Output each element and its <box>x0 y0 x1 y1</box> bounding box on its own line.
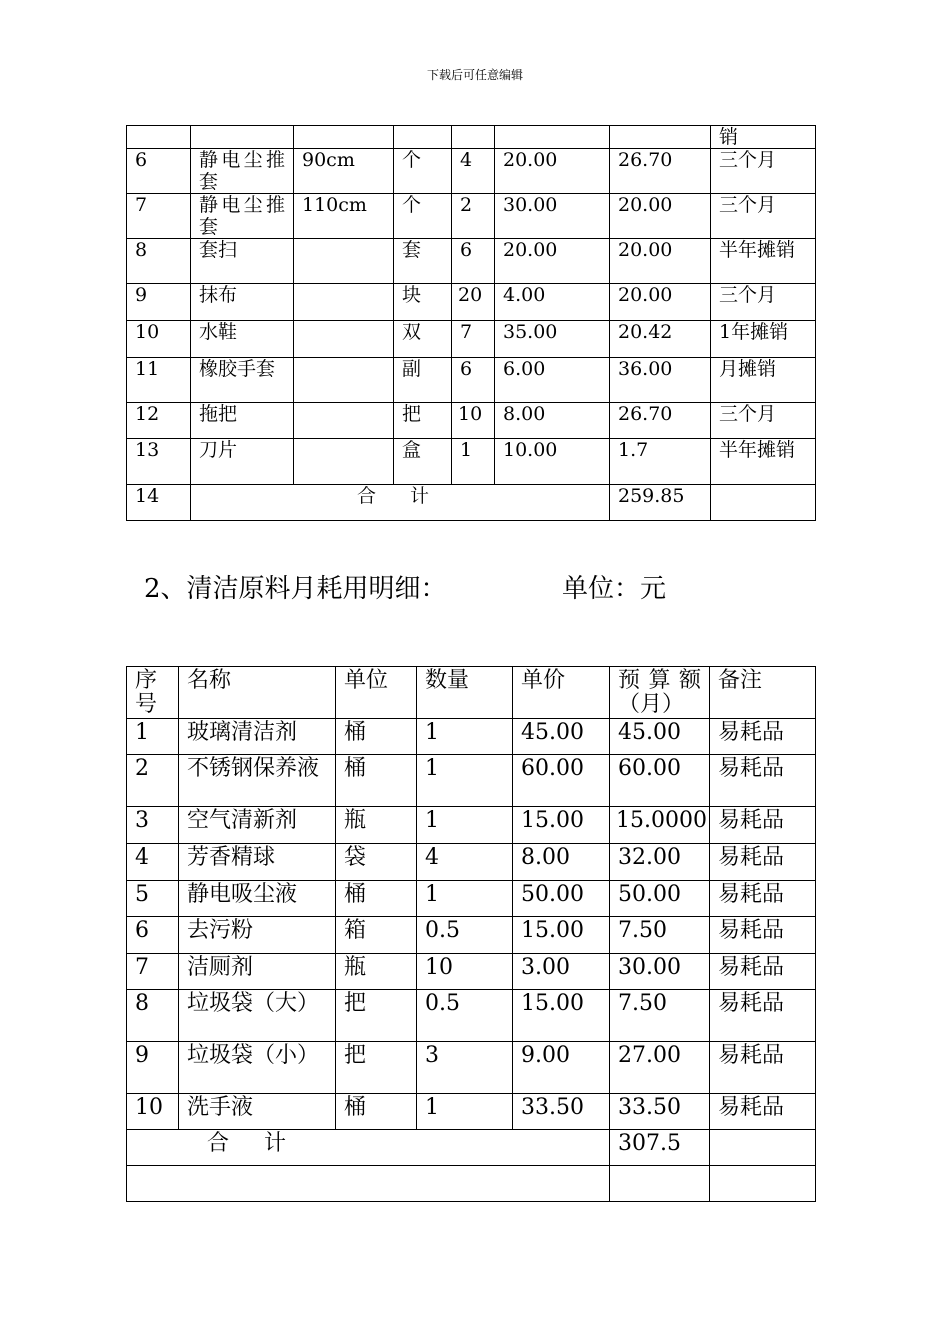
row-number: 7 <box>127 954 179 990</box>
item-budget: 27.00 <box>610 1042 710 1094</box>
item-name: 静电尘推套 <box>191 149 294 194</box>
total-label: 合 计 <box>191 485 610 521</box>
item-name: 静电尘推套 <box>191 194 294 239</box>
column-header: 数量 <box>417 667 513 719</box>
item-monthly: 20.42 <box>610 321 711 358</box>
item-note: 三个月 <box>711 149 816 194</box>
total-value: 307.5 <box>610 1130 710 1166</box>
item-note: 易耗品 <box>710 1042 816 1094</box>
item-price: 50.00 <box>513 881 610 917</box>
item-qty: 1 <box>417 881 513 917</box>
column-header: 备注 <box>710 667 816 719</box>
table-row <box>127 1094 816 1130</box>
item-name: 垃圾袋（大） <box>179 990 336 1042</box>
row-number: 9 <box>127 284 191 321</box>
row-number: 3 <box>127 807 179 844</box>
item-qty: 10 <box>452 403 495 439</box>
item-note: 易耗品 <box>710 719 816 755</box>
item-name: 橡胶手套 <box>191 358 294 403</box>
item-name: 去污粉 <box>179 917 336 954</box>
table-row <box>127 954 816 990</box>
item-spec <box>294 321 394 358</box>
item-budget: 60.00 <box>610 755 710 807</box>
item-unit: 桶 <box>336 719 417 755</box>
item-price: 10.00 <box>495 439 610 485</box>
item-unit: 双 <box>394 321 452 358</box>
cleaning-materials-table <box>126 666 816 1202</box>
unit-label: 单位：元 <box>562 574 667 604</box>
item-note: 三个月 <box>711 194 816 239</box>
item-qty: 4 <box>452 149 495 194</box>
section-heading <box>144 568 667 605</box>
row-number: 14 <box>127 485 191 521</box>
item-name: 水鞋 <box>191 321 294 358</box>
item-note: 易耗品 <box>710 807 816 844</box>
item-spec <box>294 239 394 284</box>
table-row <box>127 917 816 954</box>
item-qty: 0.5 <box>417 990 513 1042</box>
table-row <box>127 321 816 358</box>
item-note: 月摊销 <box>711 358 816 403</box>
item-qty: 0.5 <box>417 917 513 954</box>
item-note: 半年摊销 <box>711 439 816 485</box>
table-row <box>127 149 816 194</box>
item-monthly: 26.70 <box>610 403 711 439</box>
item-spec <box>294 358 394 403</box>
item-price: 8.00 <box>495 403 610 439</box>
item-qty: 10 <box>417 954 513 990</box>
item-note: 三个月 <box>711 403 816 439</box>
note-cell: 销 <box>711 126 816 149</box>
item-budget: 45.00 <box>610 719 710 755</box>
item-price: 8.00 <box>513 844 610 881</box>
table-header-row <box>127 667 816 719</box>
item-unit: 套 <box>394 239 452 284</box>
item-spec: 90cm <box>294 149 394 194</box>
item-unit: 块 <box>394 284 452 321</box>
item-spec: 110cm <box>294 194 394 239</box>
item-note: 易耗品 <box>710 1094 816 1130</box>
column-header: 预算额（月） <box>610 667 710 719</box>
item-note: 1年摊销 <box>711 321 816 358</box>
row-number: 8 <box>127 990 179 1042</box>
column-header: 单位 <box>336 667 417 719</box>
item-name: 静电吸尘液 <box>179 881 336 917</box>
item-monthly: 36.00 <box>610 358 711 403</box>
item-qty: 1 <box>452 439 495 485</box>
item-spec <box>294 439 394 485</box>
row-number: 5 <box>127 881 179 917</box>
item-name: 垃圾袋（小） <box>179 1042 336 1094</box>
row-number: 11 <box>127 358 191 403</box>
item-budget: 7.50 <box>610 990 710 1042</box>
row-number: 12 <box>127 403 191 439</box>
total-label: 合 计 <box>127 1130 610 1166</box>
item-note: 易耗品 <box>710 954 816 990</box>
item-spec <box>294 284 394 321</box>
item-qty: 20 <box>452 284 495 321</box>
item-price: 20.00 <box>495 239 610 284</box>
total-row <box>127 1130 816 1166</box>
item-note: 半年摊销 <box>711 239 816 284</box>
item-note: 易耗品 <box>710 881 816 917</box>
item-unit: 个 <box>394 149 452 194</box>
item-budget: 15.0000 <box>610 807 710 844</box>
row-number: 2 <box>127 755 179 807</box>
item-price: 33.50 <box>513 1094 610 1130</box>
item-name: 洗手液 <box>179 1094 336 1130</box>
item-qty: 4 <box>417 844 513 881</box>
column-header: 序号 <box>127 667 179 719</box>
item-unit: 副 <box>394 358 452 403</box>
item-budget: 30.00 <box>610 954 710 990</box>
table-row <box>127 194 816 239</box>
item-unit: 桶 <box>336 755 417 807</box>
item-price: 15.00 <box>513 807 610 844</box>
table-row <box>127 439 816 485</box>
item-note: 三个月 <box>711 284 816 321</box>
item-budget: 7.50 <box>610 917 710 954</box>
item-unit: 箱 <box>336 917 417 954</box>
item-spec <box>294 403 394 439</box>
table-row <box>127 881 816 917</box>
item-unit: 把 <box>394 403 452 439</box>
item-note: 易耗品 <box>710 844 816 881</box>
table-row <box>127 755 816 807</box>
item-budget: 50.00 <box>610 881 710 917</box>
item-unit: 瓶 <box>336 807 417 844</box>
column-header: 单价 <box>513 667 610 719</box>
total-row <box>127 485 816 521</box>
item-note: 易耗品 <box>710 755 816 807</box>
item-price: 60.00 <box>513 755 610 807</box>
row-number: 6 <box>127 149 191 194</box>
table-row <box>127 719 816 755</box>
item-budget: 33.50 <box>610 1094 710 1130</box>
item-price: 35.00 <box>495 321 610 358</box>
item-qty: 1 <box>417 719 513 755</box>
section-title: 2、清洁原料月耗用明细： <box>144 574 447 604</box>
item-monthly: 26.70 <box>610 149 711 194</box>
item-unit: 盒 <box>394 439 452 485</box>
item-unit: 袋 <box>336 844 417 881</box>
item-qty: 3 <box>417 1042 513 1094</box>
table-row <box>127 1042 816 1094</box>
row-number: 10 <box>127 321 191 358</box>
item-monthly: 20.00 <box>610 284 711 321</box>
item-qty: 2 <box>452 194 495 239</box>
table-row <box>127 239 816 284</box>
table-row <box>127 403 816 439</box>
item-qty: 1 <box>417 807 513 844</box>
row-number: 1 <box>127 719 179 755</box>
cleaning-tools-table <box>126 125 816 521</box>
table-row <box>127 284 816 321</box>
item-unit: 瓶 <box>336 954 417 990</box>
table-row <box>127 126 816 149</box>
item-unit: 把 <box>336 1042 417 1094</box>
item-name: 玻璃清洁剂 <box>179 719 336 755</box>
item-unit: 把 <box>336 990 417 1042</box>
item-qty: 1 <box>417 1094 513 1130</box>
row-number: 4 <box>127 844 179 881</box>
item-name: 套扫 <box>191 239 294 284</box>
item-note: 易耗品 <box>710 917 816 954</box>
row-number: 13 <box>127 439 191 485</box>
item-qty: 6 <box>452 239 495 284</box>
empty-row <box>127 1166 816 1202</box>
total-value: 259.85 <box>610 485 711 521</box>
table-row <box>127 990 816 1042</box>
row-number: 10 <box>127 1094 179 1130</box>
item-price: 45.00 <box>513 719 610 755</box>
column-header: 名称 <box>179 667 336 719</box>
item-monthly: 20.00 <box>610 239 711 284</box>
item-price: 6.00 <box>495 358 610 403</box>
row-number: 9 <box>127 1042 179 1094</box>
table-row <box>127 844 816 881</box>
item-name: 芳香精球 <box>179 844 336 881</box>
item-price: 4.00 <box>495 284 610 321</box>
item-note: 易耗品 <box>710 990 816 1042</box>
table-row <box>127 358 816 403</box>
item-monthly: 1.7 <box>610 439 711 485</box>
row-number: 6 <box>127 917 179 954</box>
page-header: 下载后可任意编辑 <box>426 68 523 82</box>
item-qty: 1 <box>417 755 513 807</box>
item-qty: 7 <box>452 321 495 358</box>
item-price: 3.00 <box>513 954 610 990</box>
item-price: 15.00 <box>513 917 610 954</box>
item-price: 20.00 <box>495 149 610 194</box>
item-price: 9.00 <box>513 1042 610 1094</box>
item-monthly: 20.00 <box>610 194 711 239</box>
item-budget: 32.00 <box>610 844 710 881</box>
item-name: 洁厕剂 <box>179 954 336 990</box>
item-price: 30.00 <box>495 194 610 239</box>
table-row <box>127 807 816 844</box>
item-name: 空气清新剂 <box>179 807 336 844</box>
item-unit: 桶 <box>336 881 417 917</box>
row-number: 7 <box>127 194 191 239</box>
item-qty: 6 <box>452 358 495 403</box>
item-name: 刀片 <box>191 439 294 485</box>
item-unit: 个 <box>394 194 452 239</box>
item-name: 抹布 <box>191 284 294 321</box>
row-number: 8 <box>127 239 191 284</box>
item-name: 拖把 <box>191 403 294 439</box>
item-unit: 桶 <box>336 1094 417 1130</box>
item-name: 不锈钢保养液 <box>179 755 336 807</box>
item-price: 15.00 <box>513 990 610 1042</box>
